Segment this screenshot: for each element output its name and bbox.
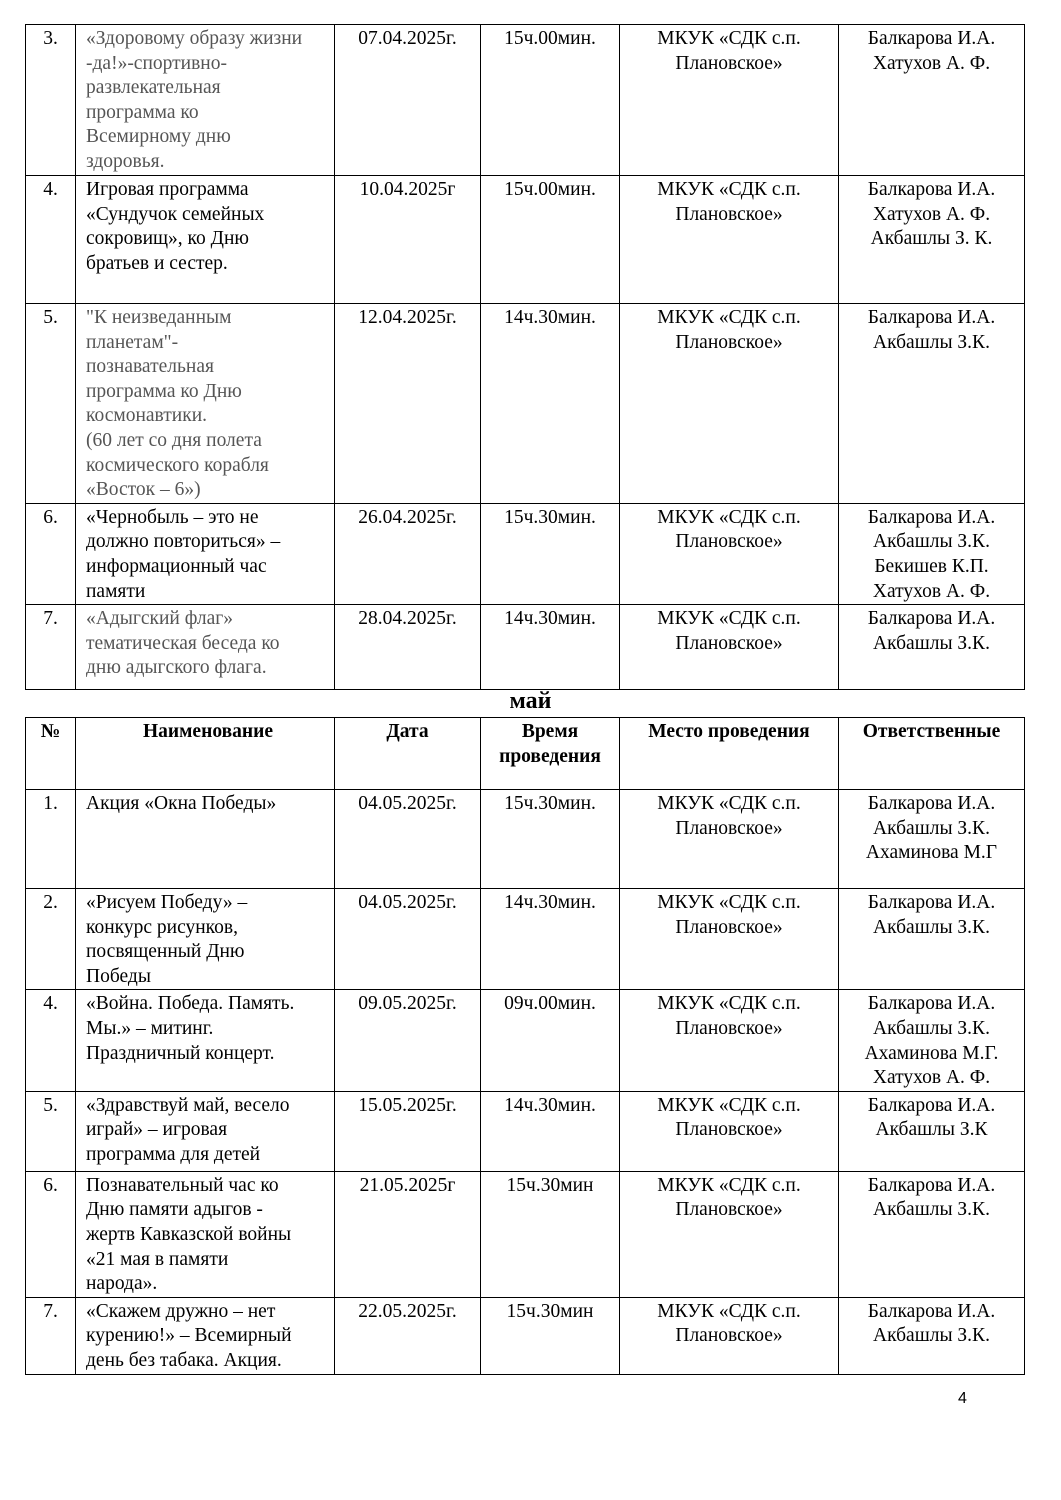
event-responsible xyxy=(839,25,1025,176)
cell-line: жертв Кавказской войны xyxy=(86,1223,292,1245)
cell-line: Балкарова И.А. xyxy=(867,892,996,913)
cell-line: Балкарова И.А. xyxy=(867,179,996,200)
cell-line: тематическая беседа ко xyxy=(86,632,280,654)
cell-line: -да!»-спортивно- xyxy=(86,52,227,74)
cell-line: Балкарова И.А. xyxy=(867,993,996,1015)
event-name xyxy=(76,25,335,176)
event-date: 26.04.2025г. xyxy=(335,503,481,604)
event-date: 04.05.2025г. xyxy=(335,790,481,889)
event-time: 14ч.30мин. xyxy=(481,304,620,504)
cell-line: Акбашлы З.К xyxy=(875,1119,988,1141)
cell-line: Хатухов А. Ф. xyxy=(872,1067,991,1089)
event-time: 15ч.00мин. xyxy=(481,25,620,176)
cell-line: Плановское» xyxy=(675,632,783,654)
cell-line: МКУК «СДК с.п. xyxy=(657,608,801,630)
event-place xyxy=(620,503,839,604)
cell-line: МКУК «СДК с.п. xyxy=(657,1094,801,1116)
table-row xyxy=(26,25,1025,176)
cell-line: Акбашлы З.К. xyxy=(873,817,990,839)
event-place xyxy=(620,1091,839,1171)
cell-line: день без табака. Акция. xyxy=(86,1349,282,1371)
month-heading: май xyxy=(509,688,552,714)
event-responsible xyxy=(839,1297,1025,1374)
header-place: Место проведения xyxy=(620,718,839,790)
event-name xyxy=(76,990,335,1091)
cell-line: Акция «Окна Победы» xyxy=(86,793,277,814)
event-responsible xyxy=(839,605,1025,690)
cell-line: МКУК «СДК с.п. xyxy=(657,793,801,814)
cell-line: познавательная xyxy=(86,356,214,378)
event-date: 21.05.2025г xyxy=(335,1171,481,1297)
cell-line: космического корабля xyxy=(86,454,269,476)
event-responsible xyxy=(839,176,1025,304)
event-date: 09.05.2025г. xyxy=(335,990,481,1091)
table-row xyxy=(26,176,1025,304)
event-place xyxy=(620,790,839,889)
row-number: 6. xyxy=(26,503,76,604)
cell-line: Акбашлы З.К. xyxy=(873,916,990,938)
cell-line: Познавательный час ко xyxy=(86,1174,279,1196)
event-place xyxy=(620,605,839,690)
cell-line: Всемирному дню xyxy=(86,126,231,148)
cell-line: Плановское» xyxy=(675,916,783,938)
event-time: 14ч.30мин. xyxy=(481,605,620,690)
cell-line: МКУК «СДК с.п. xyxy=(657,1300,801,1322)
cell-line: Акбашлы З.К. xyxy=(873,632,990,654)
event-name xyxy=(76,889,335,990)
event-name xyxy=(76,1297,335,1374)
cell-line: Хатухов А. Ф. xyxy=(872,203,991,225)
cell-line: «Сундучок семейных xyxy=(86,203,265,225)
event-name xyxy=(76,605,335,690)
table-row xyxy=(26,304,1025,504)
cell-line: программа ко Дню xyxy=(86,380,242,402)
cell-line: Плановское» xyxy=(675,1119,783,1141)
cell-line: программа ко xyxy=(86,101,199,123)
row-number: 1. xyxy=(26,790,76,889)
table-row xyxy=(26,1091,1025,1171)
cell-line: «Рисуем Победу» – xyxy=(86,892,248,913)
cell-line: «Война. Победа. Память. xyxy=(86,993,295,1015)
table-row xyxy=(26,889,1025,990)
row-number: 2. xyxy=(26,889,76,990)
row-number: 4. xyxy=(26,176,76,304)
header-responsible: Ответственные xyxy=(839,718,1025,790)
event-time: 15ч.30мин. xyxy=(481,503,620,604)
cell-line: дню адыгского флага. xyxy=(86,657,267,679)
header-time-line: Время xyxy=(521,721,579,742)
row-number: 7. xyxy=(26,605,76,690)
header-time xyxy=(481,718,620,790)
header-num: № xyxy=(26,718,76,790)
event-time: 15ч.30мин xyxy=(481,1171,620,1297)
event-place xyxy=(620,1171,839,1297)
cell-line: здоровья. xyxy=(86,150,165,172)
cell-line: «Скажем дружно – нет xyxy=(86,1300,276,1322)
cell-line: космонавтики. xyxy=(86,405,208,427)
cell-line: Ахаминова М.Г xyxy=(865,842,998,864)
cell-line: Плановское» xyxy=(675,1017,783,1039)
cell-line: Акбашлы З.К. xyxy=(873,1199,990,1221)
event-time: 09ч.00мин. xyxy=(481,990,620,1091)
cell-line: посвященный Дню xyxy=(86,941,245,963)
cell-line: Акбашлы З.К. xyxy=(873,331,990,353)
cell-line: «Здравствуй май, весело xyxy=(86,1094,290,1116)
cell-line: (60 лет со дня полета xyxy=(86,429,262,451)
event-place xyxy=(620,1297,839,1374)
cell-line: курению!» – Всемирный xyxy=(86,1325,292,1347)
cell-line: развлекательная xyxy=(86,77,221,99)
header-time-line: проведения xyxy=(499,745,601,767)
cell-line: Ахаминова М.Г. xyxy=(864,1042,999,1064)
cell-line: Балкарова И.А. xyxy=(867,506,996,528)
cell-line: Плановское» xyxy=(675,1199,783,1221)
event-place xyxy=(620,25,839,176)
cell-line: Плановское» xyxy=(675,1325,783,1347)
cell-line: Балкарова И.А. xyxy=(867,28,996,49)
cell-line: Плановское» xyxy=(675,52,783,74)
event-name xyxy=(76,176,335,304)
event-date: 15.05.2025г. xyxy=(335,1091,481,1171)
table-row xyxy=(26,503,1025,604)
cell-line: народа». xyxy=(86,1273,158,1295)
cell-line: Акбашлы З.К. xyxy=(873,531,990,553)
table-header-row xyxy=(26,718,1025,790)
event-time: 15ч.00мин. xyxy=(481,176,620,304)
cell-line: сокровищ», ко Дню xyxy=(86,228,249,250)
event-responsible xyxy=(839,889,1025,990)
row-number: 7. xyxy=(26,1297,76,1374)
cell-line: «Чернобыль – это не xyxy=(86,506,259,528)
cell-line: программа для детей xyxy=(86,1143,261,1165)
cell-line: «Адыгский флаг» xyxy=(86,608,234,630)
cell-line: Балкарова И.А. xyxy=(867,307,996,328)
cell-line: конкурс рисунков, xyxy=(86,916,238,938)
cell-line: Победы xyxy=(86,965,151,987)
table-row xyxy=(26,1297,1025,1374)
event-place xyxy=(620,176,839,304)
event-place xyxy=(620,990,839,1091)
cell-line: Плановское» xyxy=(675,531,783,553)
row-number: 4. xyxy=(26,990,76,1091)
event-name xyxy=(76,503,335,604)
event-time: 14ч.30мин. xyxy=(481,1091,620,1171)
cell-line: играй» – игровая xyxy=(86,1119,228,1141)
cell-line: Акбашлы З.К. xyxy=(873,1325,990,1347)
cell-line: Хатухов А. Ф. xyxy=(872,580,991,602)
may-events-table xyxy=(25,717,1025,1375)
page-number: 4 xyxy=(958,1390,967,1407)
event-responsible xyxy=(839,1171,1025,1297)
cell-line: Акбашлы З.К. xyxy=(873,1017,990,1039)
cell-line: МКУК «СДК с.п. xyxy=(657,993,801,1015)
cell-line: Балкарова И.А. xyxy=(867,1174,996,1196)
row-number: 5. xyxy=(26,304,76,504)
event-responsible xyxy=(839,503,1025,604)
cell-line: Балкарова И.А. xyxy=(867,1094,996,1116)
cell-line: информационный час xyxy=(86,555,267,577)
cell-line: МКУК «СДК с.п. xyxy=(657,307,801,328)
event-time: 15ч.30мин xyxy=(481,1297,620,1374)
cell-line: Бекишев К.П. xyxy=(874,555,989,577)
event-date: 22.05.2025г. xyxy=(335,1297,481,1374)
event-name xyxy=(76,790,335,889)
event-place xyxy=(620,304,839,504)
header-date: Дата xyxy=(335,718,481,790)
event-time: 14ч.30мин. xyxy=(481,889,620,990)
event-place xyxy=(620,889,839,990)
cell-line: "К неизведанным xyxy=(86,307,232,328)
april-events-table xyxy=(25,24,1025,690)
cell-line: МКУК «СДК с.п. xyxy=(657,28,801,49)
cell-line: «21 мая в памяти xyxy=(86,1248,229,1270)
row-number: 3. xyxy=(26,25,76,176)
cell-line: должно повториться» – xyxy=(86,531,281,553)
cell-line: Игровая программа xyxy=(86,179,249,200)
event-time: 15ч.30мин. xyxy=(481,790,620,889)
cell-line: Плановское» xyxy=(675,203,783,225)
cell-line: памяти xyxy=(86,580,146,602)
event-date: 10.04.2025г xyxy=(335,176,481,304)
event-date: 04.05.2025г. xyxy=(335,889,481,990)
event-name xyxy=(76,1171,335,1297)
cell-line: Плановское» xyxy=(675,817,783,839)
event-name xyxy=(76,304,335,504)
cell-line: планетам"- xyxy=(86,331,179,353)
cell-line: «Здоровому образу жизни xyxy=(86,28,303,49)
cell-line: МКУК «СДК с.п. xyxy=(657,506,801,528)
event-responsible xyxy=(839,304,1025,504)
cell-line: Балкарова И.А. xyxy=(867,793,996,814)
cell-line: Праздничный концерт. xyxy=(86,1042,275,1064)
event-date: 28.04.2025г. xyxy=(335,605,481,690)
cell-line: Балкарова И.А. xyxy=(867,1300,996,1322)
event-name xyxy=(76,1091,335,1171)
cell-line: Дню памяти адыгов - xyxy=(86,1199,263,1221)
row-number: 6. xyxy=(26,1171,76,1297)
table-row xyxy=(26,1171,1025,1297)
event-responsible xyxy=(839,990,1025,1091)
cell-line: Хатухов А. Ф. xyxy=(872,52,991,74)
event-date: 07.04.2025г. xyxy=(335,25,481,176)
cell-line: братьев и сестер. xyxy=(86,252,228,274)
event-responsible xyxy=(839,1091,1025,1171)
event-date: 12.04.2025г. xyxy=(335,304,481,504)
cell-line: Плановское» xyxy=(675,331,783,353)
header-name: Наименование xyxy=(76,718,335,790)
cell-line: Акбашлы З. К. xyxy=(870,228,993,250)
table-row xyxy=(26,605,1025,690)
cell-line: МКУК «СДК с.п. xyxy=(657,179,801,200)
table-row xyxy=(26,790,1025,889)
table-row xyxy=(26,990,1025,1091)
cell-line: Мы.» – митинг. xyxy=(86,1017,214,1039)
cell-line: «Восток – 6») xyxy=(86,479,201,501)
row-number: 5. xyxy=(26,1091,76,1171)
cell-line: Балкарова И.А. xyxy=(867,608,996,630)
event-responsible xyxy=(839,790,1025,889)
cell-line: МКУК «СДК с.п. xyxy=(657,1174,801,1196)
cell-line: МКУК «СДК с.п. xyxy=(657,892,801,913)
